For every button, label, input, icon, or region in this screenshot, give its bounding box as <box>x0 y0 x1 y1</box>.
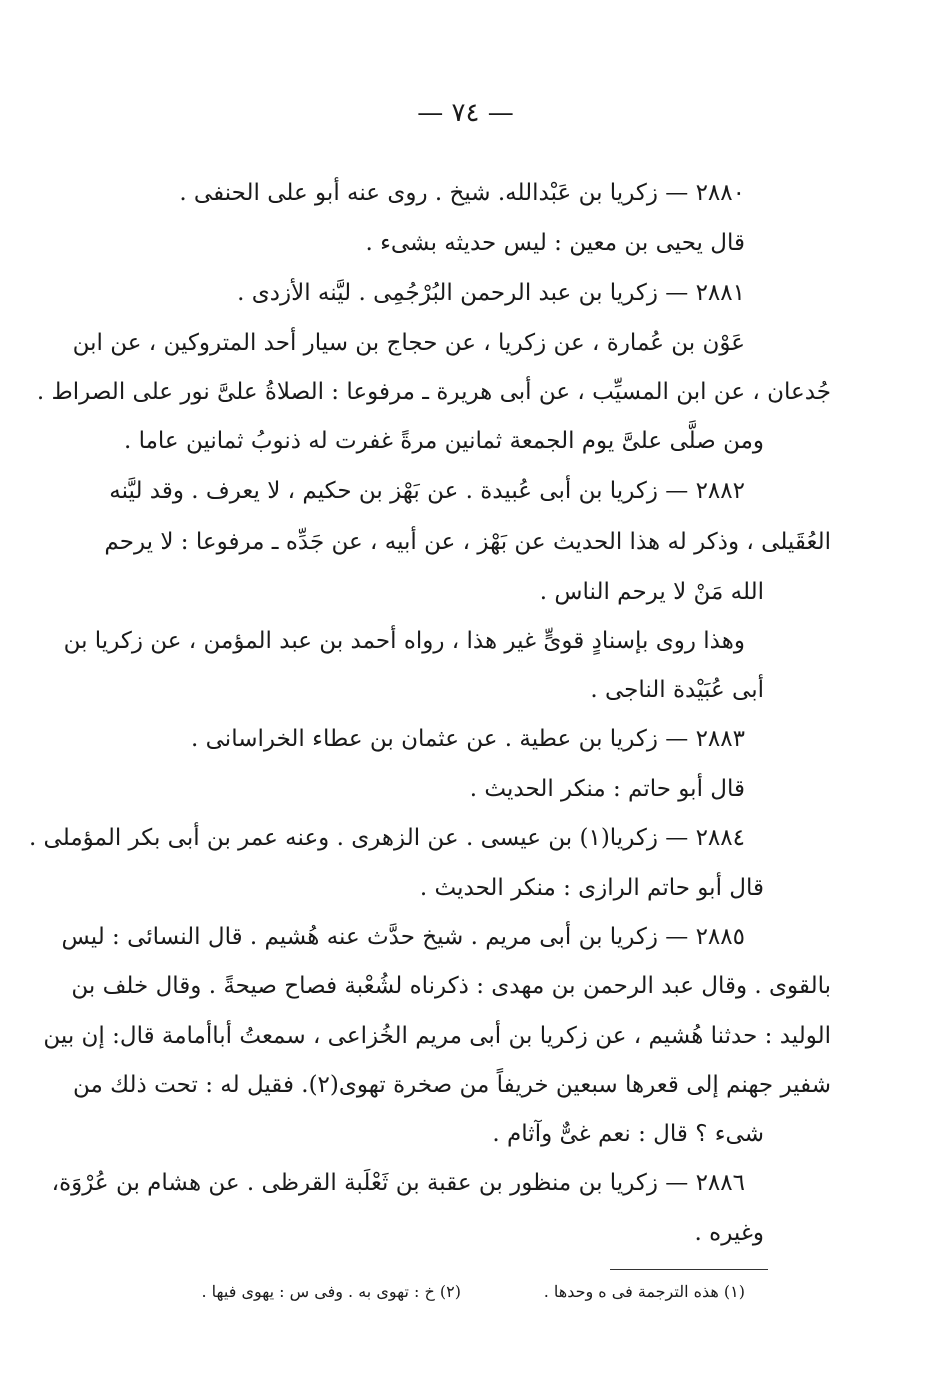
text-line: ٢٨٨٢ — زكريا بن أبى عُبيدة . عن بَهْز بن حكيم ، لا يعرف . وقد ليَّنه <box>109 478 745 504</box>
text-line: ٢٨٨١ — زكريا بن عبد الرحمن البُرْجُمِى . ليَّنه الأزدى . <box>237 280 745 306</box>
footnote-2: (٢) خ : تهوى به . وفى س : يهوى فيها . <box>201 1282 461 1301</box>
text-line: وغيره . <box>694 1220 764 1246</box>
text-line: الله مَنْ لا يرحم الناس . <box>539 579 764 605</box>
text-line: عَوْن بن عُمارة ، عن زكريا ، عن حجاج بن سيار أحد المتروكين ، عن ابن <box>72 330 745 356</box>
footnote-1: (١) هذه الترجمة فى ه وحدها . <box>543 1282 745 1301</box>
text-line: جُدعان ، عن ابن المسيِّب ، عن أبى هريرة ـ مرفوعا : الصلاةُ علىَّ نور على الصراط . <box>36 379 831 405</box>
text-line: شىء ؟ قال : نعم غىٌّ وآثام . <box>492 1121 764 1147</box>
text-line: قال أبو حاتم : منكر الحديث . <box>469 776 745 802</box>
text-line: العُقَيلى ، وذكر له هذا الحديث عن بَهْز ، عن أبيه ، عن جَدِّه ـ مرفوعا : لا يرحم <box>104 529 831 555</box>
text-line: ٢٨٨٠ — زكريا بن عَبْدالله. شيخ . روى عنه أبو على الحنفى . <box>179 180 745 206</box>
text-line: قال أبو حاتم الرازى : منكر الحديث . <box>419 875 764 901</box>
text-line: الوليد : حدثنا هُشيم ، عن زكريا بن أبى مريم الخُزاعى ، سمعتُ أباأمامة قال: إن بين <box>43 1023 831 1049</box>
text-line: وهذا روى بإسنادٍ قوىٍّ غير هذا ، رواه أحمد بن عبد المؤمن ، عن زكريا بن <box>63 628 745 654</box>
page-number: — ٧٤ — <box>417 98 514 128</box>
footnote-divider <box>610 1269 768 1270</box>
text-line: ٢٨٨٥ — زكريا بن أبى مريم . شيخ حدَّث عنه هُشيم . قال النسائى : ليس <box>61 924 745 950</box>
text-line: ٢٨٨٤ — زكريا(١) بن عيسى . عن الزهرى . وعنه عمر بن أبى بكر المؤملى . <box>28 825 745 851</box>
text-line: قال يحيى بن معين : ليس حديثه بشىء . <box>365 230 745 256</box>
text-line: ٢٨٨٦ — زكريا بن منظور بن عقبة بن ثَعْلَبة القرظى . عن هشام بن عُرْوَة، <box>51 1170 745 1196</box>
text-line: ومن صلَّى علىَّ يوم الجمعة ثمانين مرةً غفرت له ذنوبُ ثمانين عاما . <box>123 428 764 454</box>
text-line: أبى عُبَيْدة الناجى . <box>590 677 764 703</box>
text-line: بالقوى . وقال عبد الرحمن بن مهدى : ذكرناه لشُعْبة فصاح صيحةً . وقال خلف بن <box>71 973 831 999</box>
text-line: شفير جهنم إلى قعرها سبعين خريفاً من صخرة تهوى(٢). فقيل له : تحت ذلك من <box>73 1072 831 1098</box>
text-line: ٢٨٨٣ — زكريا بن عطية . عن عثمان بن عطاء الخراسانى . <box>191 726 745 752</box>
